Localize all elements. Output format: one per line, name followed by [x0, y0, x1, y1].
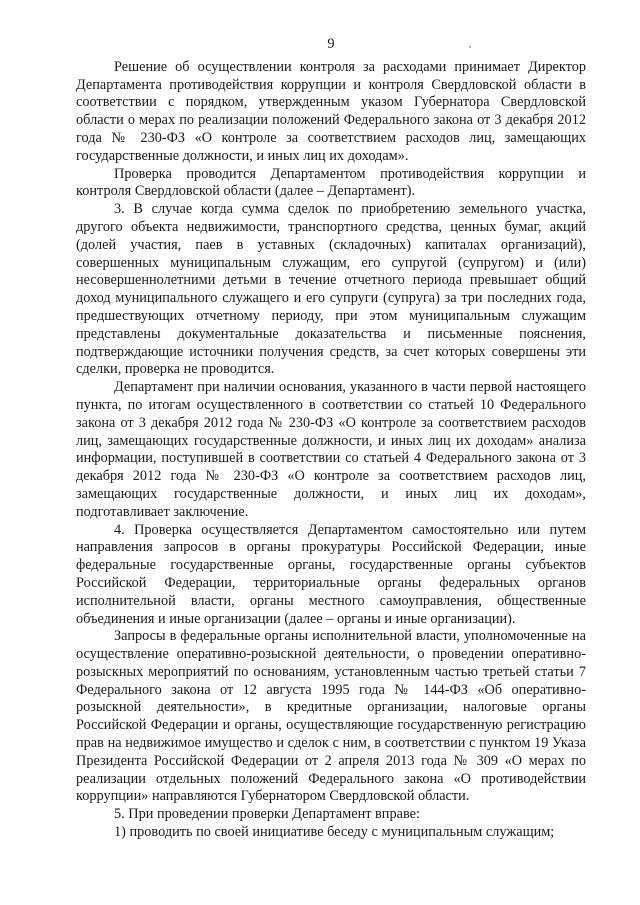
paragraph-control-decision: Решение об осуществлении контроля за расходами принимает Директор Департамента противодействия коррупции и контроля Свердловской области в соответствии с порядком, утвержденным указом Губернатора Свердловской области о мерах по реализации положений Федерального закона от 3 декабря 2012 года № 230-ФЗ «О контроле за соответствием расходов лиц, замещающих государственные должности, и иных лиц их доходам». [76, 58, 586, 164]
page-number: 9 [327, 36, 335, 52]
paragraph-requests: Запросы в федеральные органы исполнительной власти, уполномоченные на осуществление оперативно-розыскной деятельности, о проведении оперативно-розыскных мероприятий по основаниям, установленным частью третьей статьи 7 Федерального закона от 12 августа 1995 года № 144-ФЗ «Об оперативно-розыскной деятельности», в кредитные организации, налоговые органы Российской Федерации и органы, осуществляющие государственную регистрацию прав на недвижимое имущество и сделок с ним, в соответствии с пунктом 19 Указа Президента Российской Федерации от 2 апреля 2013 года № 309 «О мерах по реализации отдельных положений Федерального закона «О противодействии коррупции» направляются Губернатором Свердловской области. [76, 628, 586, 805]
paragraph-subitem-1: 1) проводить по своей инициативе беседу с муниципальным служащим; [114, 824, 555, 841]
document-page [76, 36, 586, 842]
paragraph-item-3: 3. В случае когда сумма сделок по приобретению земельного участка, другого объекта недвижимости, транспортного средства, ценных бумаг, акций (долей участия, паев в уставных (складочных) капиталах организаций), совершенных муниципальным служащим, его супругой (супругом) и (или) несовершеннолетними детьми в течение отчетного периода превышает общий доход муниципального служащего и его супруги (супруга) за три последних года, предшествующих отчетному периоду, при этом муниципальным служащим представлены документальные доказательства и письменные пояснения, подтверждающие источники получения средств, за счет которых совершены эти сделки, проверка не проводится. [76, 201, 586, 378]
paragraph-department-conclusion: Департамент при наличии основания, указанного в части первой настоящего пункта, по итогам осуществленного в соответствии со статьей 10 Федерального закона от 3 декабря 2012 года № 230-ФЗ «О контроле за соответствием расходов лиц, замещающих государственные должности, и иных лиц их доходам» анализа информации, поступившей в соответствии со статьей 4 Федерального закона от 3 декабря 2012 года № 230-ФЗ «О контроле за соответствием расходов лиц, замещающих государственные должности, и иных лиц их доходам», подготавливает заключение. [76, 379, 586, 520]
paragraph-item-4: 4. Проверка осуществляется Департаментом самостоятельно или путем направления запросов в органы прокуратуры Российской Федерации, иные федеральные государственные органы, государственные органы субъектов Российской Федерации, территориальные органы федеральных органов исполнительной власти, органы местного самоуправления, общественные объединения и иные организации (далее – органы и иные организации). [76, 521, 586, 627]
paragraph-item-5: 5. При проведении проверки Департамент вправе: [114, 806, 420, 823]
paragraph-inspection-department: Проверка проводится Департаментом противодействия коррупции и контроля Свердловской области (далее – Департамент). [76, 165, 586, 200]
